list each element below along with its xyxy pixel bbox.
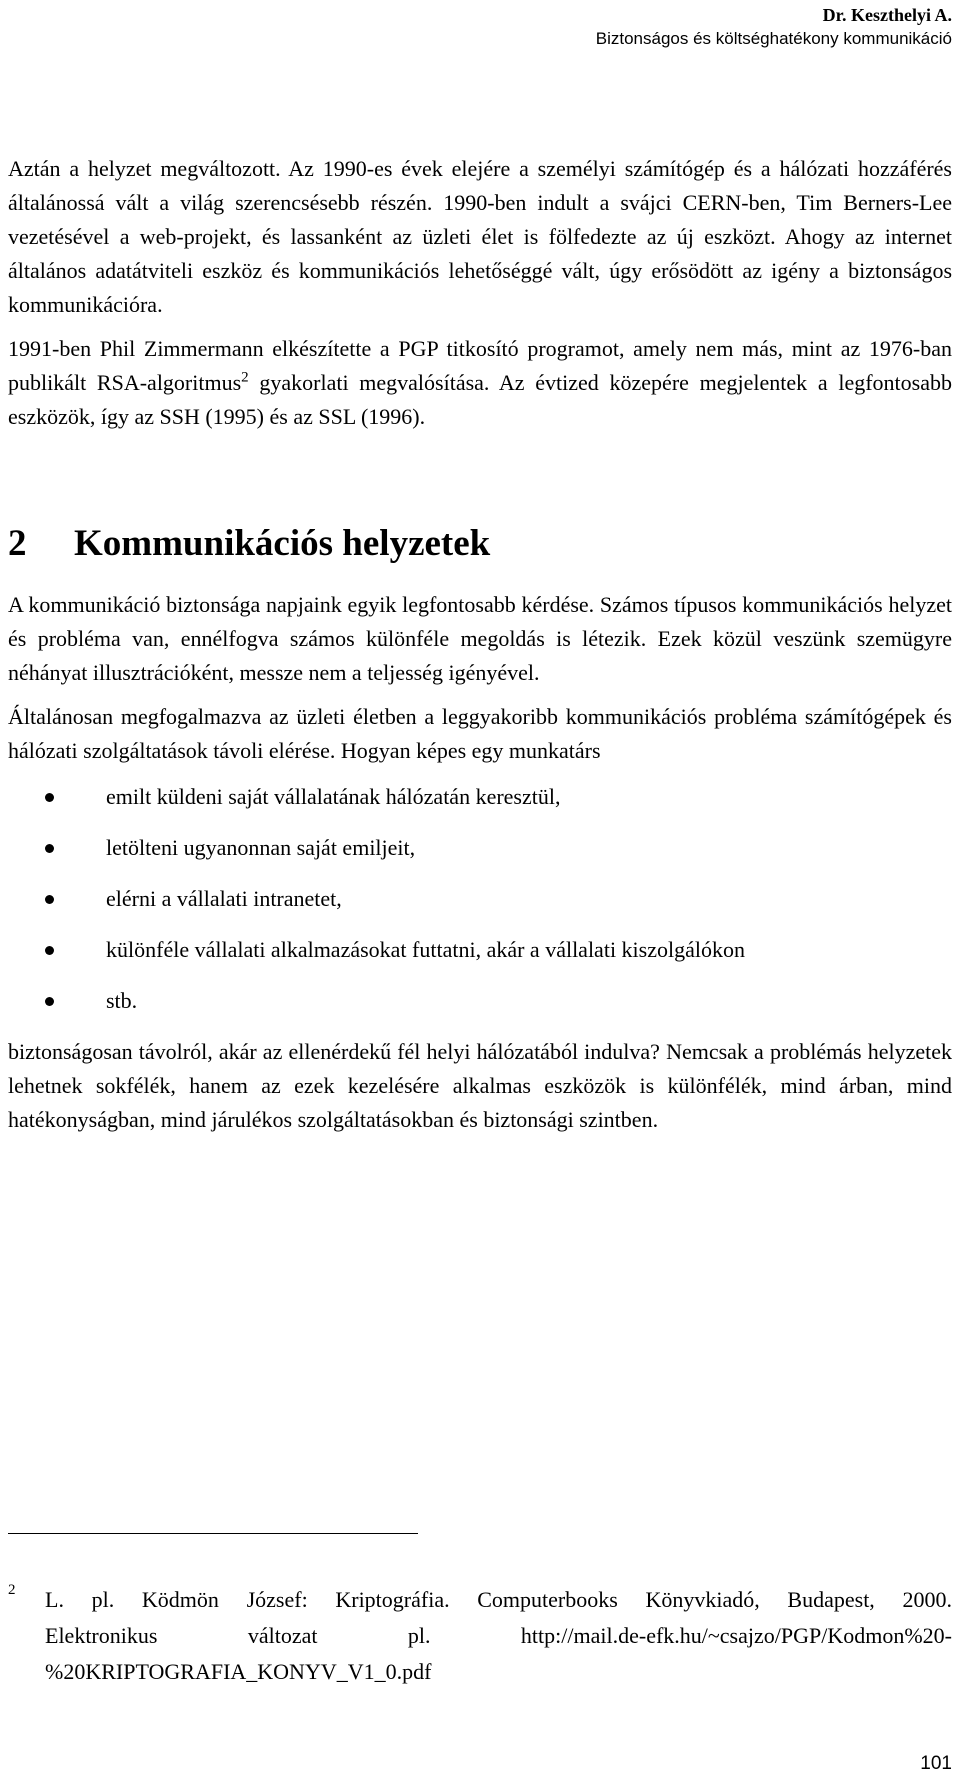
header-author: Dr. Keszthelyi A. bbox=[822, 5, 952, 25]
list-item: különféle vállalati alkalmazásokat futtatni, akár a vállalati kiszolgálókon bbox=[8, 933, 952, 967]
bullet-list bbox=[8, 780, 952, 1018]
paragraph-pgp-text-b: gyakorlati megvalósítása. Az évtized közepére megjelentek a legfontosabb eszközök, így az SSH (1995) és az SSL (1996). bbox=[8, 370, 952, 429]
page-body bbox=[8, 152, 952, 1137]
footnote-line-3[interactable]: %20KRIPTOGRAFIA_KONYV_V1_0.pdf bbox=[45, 1659, 432, 1684]
section-number: 2 bbox=[8, 523, 27, 564]
footnote-mark: 2 bbox=[8, 1582, 16, 1598]
header-title: Biztonságos és költséghatékony kommunikáció bbox=[595, 29, 952, 48]
footnote-line-1: L. pl. Ködmön József: Kriptográfia. Computerbooks Könyvkiadó, Budapest, 2000. bbox=[45, 1587, 952, 1612]
paragraph-remote-access: Általánosan megfogalmazva az üzleti életben a leggyakoribb kommunikációs probléma számítógépek és hálózati szolgáltatások távoli elérése. Hogyan képes egy munkatárs bbox=[8, 704, 952, 763]
footnote-text bbox=[45, 1582, 952, 1690]
section-heading bbox=[8, 522, 952, 566]
bullet-icon bbox=[45, 793, 54, 802]
list-item: elérni a vállalati intranetet, bbox=[8, 882, 952, 916]
footnote-divider bbox=[8, 1533, 418, 1534]
footnote-line-2[interactable]: Elektronikus változat pl. http://mail.de-efk.hu/~csajzo/PGP/Kodmon%20- bbox=[45, 1623, 952, 1648]
page-number: 101 bbox=[920, 1753, 952, 1774]
footnote bbox=[8, 1582, 952, 1690]
list-item: letölteni ugyanonnan saját emiljeit, bbox=[8, 831, 952, 865]
bullet-icon bbox=[45, 997, 54, 1006]
page-header bbox=[596, 4, 952, 50]
paragraph-conclusion: biztonságosan távolról, akár az ellenérdekű fél helyi hálózatából indulva? Nemcsak a problémás helyzetek lehetnek sokfélék, hanem az ezek kezelésére alkalmas eszközök is különfélék, mind árban, mind hatékonyságban, mind járulékos szolgáltatásokban és biztonsági szintben. bbox=[8, 1039, 952, 1132]
paragraph-pgp-text-a: 1991-ben Phil Zimmermann elkészítette a PGP titkosító programot, amely nem más, mint az 1976-ban publikált RSA-algoritmus bbox=[8, 336, 952, 395]
list-item: emilt küldeni saját vállalatának hálózatán keresztül, bbox=[8, 780, 952, 814]
list-item: stb. bbox=[8, 984, 952, 1018]
bullet-icon bbox=[45, 946, 54, 955]
paragraph-intro: Aztán a helyzet megváltozott. Az 1990-es évek elejére a személyi számítógép és a hálózati hozzáférés általánossá vált a világ szerencsésebb részén. 1990-ben indult a svájci CERN-ben, Tim Berners-Lee vezetésével a web-projekt, és lassanként az üzleti élet is fölfedezte az új eszközt. Ahogy az internet általános adatátviteli eszköz és kommunikációs lehetőséggé vált, úgy erősödött az igény a biztonságos kommunikációra. bbox=[8, 156, 952, 317]
paragraph-security: A kommunikáció biztonsága napjaink egyik legfontosabb kérdése. Számos típusos kommunikációs helyzet és probléma van, ennélfogva számos különféle megoldás is létezik. Ezek közül veszünk szemügyre néhányat illusztrációként, messze nem a teljesség igényével. bbox=[8, 592, 952, 685]
section-title: Kommunikációs helyzetek bbox=[74, 523, 491, 564]
footnote-reference[interactable]: 2 bbox=[241, 369, 249, 386]
bullet-icon bbox=[45, 844, 54, 853]
paragraph-pgp bbox=[8, 332, 952, 434]
bullet-icon bbox=[45, 895, 54, 904]
